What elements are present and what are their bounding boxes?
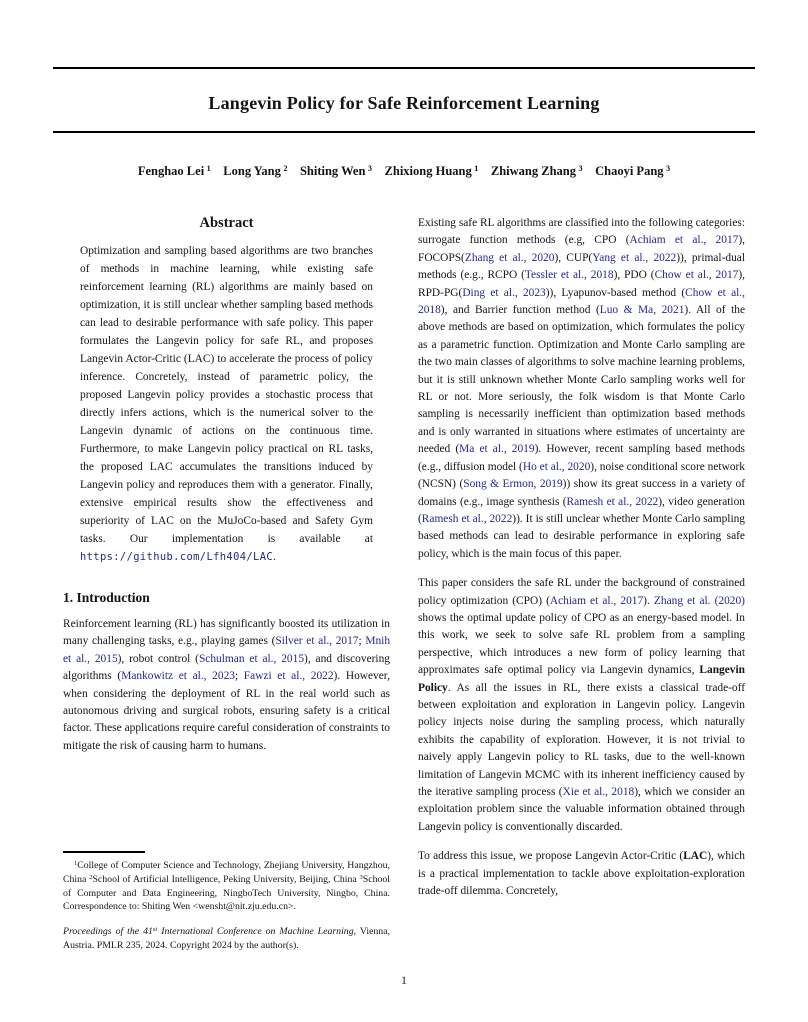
citation-link[interactable]: Ding et al., 2023	[462, 286, 546, 299]
text-run: ), PDO (	[613, 269, 655, 282]
citation-link[interactable]: Zhang et al. (2020)	[653, 594, 745, 607]
text-run: School of Artificial Intelligence, Peking University, Beijing, China	[92, 873, 360, 885]
text-run: st	[152, 925, 158, 933]
footnote-marker: 1	[74, 859, 78, 867]
text-run: , Vienna, Austria. PMLR 235, 2024. Copyright 2024 by the author(s).	[63, 925, 391, 951]
abstract-heading: Abstract	[199, 215, 254, 231]
footnote-separator-rule	[63, 851, 145, 853]
author-line	[0, 164, 808, 179]
right-column	[418, 205, 745, 900]
text-run: Langevin Policy	[418, 664, 745, 694]
citation-link[interactable]: Zhang et al., 2020	[464, 251, 555, 264]
text-run: ). However, when considering the deployment of RL in the real world such as autonomous driving and surgical robots, ensuring safety is a critical factor. These applications require careful consideration of constraints to mitigate the risk of causing harm to humans.	[63, 670, 390, 752]
text-run: .	[273, 551, 276, 563]
author-name: Zhiwang Zhang	[478, 164, 579, 178]
citation-link[interactable]: Chow et al., 2017	[654, 269, 739, 282]
footnote-proceedings	[63, 925, 390, 953]
citation-link[interactable]: Ho et al., 2020	[522, 460, 591, 473]
text-run: ), which we consider an exploitation problem since the valuable information obtained through Langevin policy is conventionally discarded.	[418, 786, 745, 833]
text-run: ), robot control (	[117, 652, 199, 665]
citation-link[interactable]: Song & Ermon, 2019	[463, 478, 563, 491]
citation-link[interactable]: Luo & Ma, 2021	[599, 304, 685, 317]
text-run: Proceedings of the 41	[63, 925, 153, 937]
citation-link[interactable]: Achiam et al., 2017	[629, 234, 739, 247]
author-name: Shiting Wen	[287, 164, 368, 178]
text-run: . As all the issues in RL, there exists a classical trade-off between exploitation and exploration in Langevin policy. Langevin policy injects noise during the sampling process, which naturally exhibits the capability of exploration. However, it is not trivial to naively apply Langevin policy to RL tasks, due to the well-known limitation of Langevin MCMC with its inherent inefficiency caused by the iterative sampling process (	[418, 681, 745, 798]
citation-link[interactable]: Mankowitz et al., 2023	[121, 670, 235, 683]
author-affiliation-sup: 2	[283, 164, 288, 174]
paragraph-lac-proposal	[418, 848, 745, 900]
citation-link[interactable]: Chow et al., 2018	[418, 286, 745, 317]
text-run: This paper considers the safe RL under the background of constrained policy optimization (CPO) (	[418, 577, 745, 607]
author-name: Long Yang	[210, 164, 284, 178]
author-affiliation-sup: 1	[474, 164, 479, 174]
page-number: 1	[401, 975, 407, 987]
paragraph-safe-rl-categories	[418, 215, 745, 563]
footnote-marker: 2	[89, 873, 93, 881]
text-run: School of Computer and Data Engineering, NingboTech University, Ningbo, China. Correspondence to: Shiting Wen <wensht@nit.zju.edu.cn>.	[63, 873, 390, 913]
text-run: ), which is a practical implementation to tackle above exploitation-exploration trade-off dilemma. Concretely,	[418, 850, 745, 898]
citation-link[interactable]: Tessler et al., 2018	[524, 269, 614, 282]
citation-link[interactable]: Achiam et al., 2017	[549, 594, 644, 607]
abstract-text	[80, 242, 373, 566]
citation-link[interactable]: Ramesh et al., 2022	[566, 495, 659, 508]
author-name: Fenghao Lei	[137, 164, 207, 178]
citation-link[interactable]: Schulman et al., 2015	[198, 652, 305, 665]
author-affiliation-sup: 3	[666, 164, 671, 174]
paper-title: Langevin Policy for Safe Reinforcement Learning	[208, 93, 600, 113]
footnote-marker: 3	[359, 873, 363, 881]
text-run: ), FOCOPS(	[418, 234, 745, 264]
text-run: shows the optimal update policy of CPO as an energy-based model. In this work, we seek to solve safe RL problem from a sampling perspective, which introduces a new form of policy learning that approximates safe optimal policy via Langevin dynamics,	[418, 611, 745, 677]
text-run: International Conference on Machine Learning	[157, 925, 354, 937]
footnote-block	[63, 851, 390, 952]
text-run: ), RPD-PG(	[418, 269, 745, 299]
author-name: Zhixiong Huang	[372, 164, 475, 178]
text-run: ).	[643, 594, 654, 607]
text-run: )), Lyapunov-based method (	[545, 286, 686, 299]
author-affiliation-sup: 3	[367, 164, 373, 174]
text-run: ), CUP(	[554, 251, 593, 264]
citation-link[interactable]: Yang et al., 2022	[592, 251, 677, 264]
text-run: )). It is still unclear whether Monte Carlo sampling based methods can lead to desirable performance in exploring safe policy, which is the main focus of this paper.	[418, 512, 745, 560]
header-bottom-rule	[53, 131, 755, 133]
author-affiliation-sup: 3	[578, 164, 583, 174]
text-run: ), video generation (	[418, 495, 745, 525]
text-run: )) show its great success in a variety of domains (e.g., image synthesis (	[418, 478, 745, 508]
github-url-link[interactable]: https://github.com/Lfh404/LAC	[80, 551, 274, 563]
text-run: ;	[358, 635, 366, 648]
citation-link[interactable]: Fawzi et al., 2022	[243, 670, 334, 683]
text-run: Reinforcement learning (RL) has significantly boosted its utilization in many challenging tasks, e.g., playing games (	[63, 618, 390, 648]
section-heading-introduction: 1. Introduction	[63, 590, 150, 605]
text-run: ), and Barrier function method (	[440, 304, 600, 317]
citation-link[interactable]: Ramesh et al., 2022	[421, 512, 513, 525]
text-run: College of Computer Science and Technology, Zhejiang University, Hangzhou, China	[63, 859, 390, 885]
text-run: )), primal-dual methods (e.g., RCPO (	[418, 251, 745, 282]
introduction-paragraph	[63, 616, 390, 755]
text-run: ). All of the above methods are based on optimization, which formulates the policy as a parametric function. Optimization and Monte Carlo sampling are the two main classes of algorithms to solve machine learning problems, but it is still unknown whether Monte Carlo sampling works well for RL or not. More seriously, the folk wisdom is that Monte Carlo sampling is necessarily inefficient than optimization based methods and is only warranted in situations where estimates of uncertainty are needed (	[418, 304, 746, 456]
text-run: ). However, recent sampling based methods (e.g., diffusion model (	[418, 443, 745, 473]
text-run: Existing safe RL algorithms are classified into the following categories: surrogate function methods (e.g, CPO (	[418, 217, 745, 247]
citation-link[interactable]: Xie et al., 2018	[562, 786, 635, 798]
paragraph-langevin-policy	[418, 575, 745, 836]
citation-link[interactable]: Ma et al., 2019	[459, 443, 535, 456]
text-run: To address this issue, we propose Langevin Actor-Critic (	[418, 850, 684, 863]
author-name: Chaoyi Pang	[582, 164, 667, 178]
citation-link[interactable]: Silver et al., 2017	[275, 635, 359, 648]
text-run: LAC	[683, 850, 708, 863]
two-column-body	[63, 205, 745, 900]
text-run: ;	[234, 670, 244, 683]
citation-link[interactable]: Mnih et al., 2015	[63, 635, 391, 665]
left-column	[63, 205, 390, 900]
text-run: ), and discovering algorithms (	[63, 652, 390, 683]
text-run: ), noise conditional score network (NCSN) (	[418, 460, 745, 491]
text-run: Optimization and sampling based algorithms are two branches of methods in machine learning, while existing safe reinforcement learning (RL) algorithms are mainly based on optimization, it is still unclear whether sampling based methods can lead to desirable performance with safe policy. This paper formulates the Langevin policy for safe RL, and proposes Langevin Actor-Critic (LAC) to accelerate the process of policy inference. Concretely, instead of parametric policy, the proposed Langevin policy provides a stochastic process that directly infers actions, which is the numerical solver to the Langevin dynamic of actions on the continuous time. Furthermore, to make Langevin policy practical on RL tasks, the proposed LAC accumulates the transitions induced by Langevin policy and reproduces them with a generator. Finally, extensive empirical results show the effectiveness and superiority of LAC on the MuJoCo-based and Safety Gym tasks. Our implementation is available at	[80, 245, 373, 545]
author-affiliation-sup: 1	[206, 164, 211, 174]
footnote-affiliations	[63, 859, 390, 914]
header-top-rule	[53, 67, 755, 69]
